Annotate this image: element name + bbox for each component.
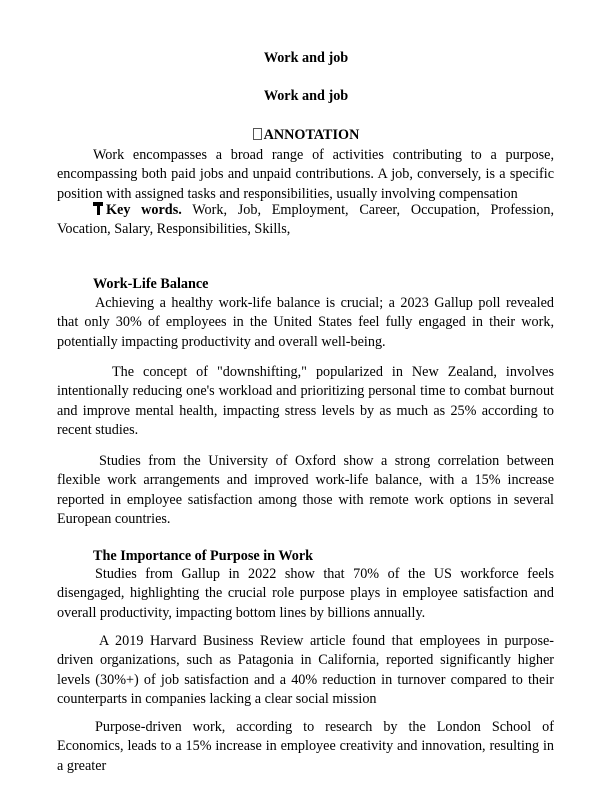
pushpin-icon xyxy=(93,201,103,215)
document-subtitle: Work and job xyxy=(263,88,349,104)
work-life-paragraph-2: The concept of "downshifting," popularized in New Zealand, involves intentionally reducing one's workload and prioritizing personal time to combat burnout and improve mental health, impacting stress levels by as much as 25% according to recent studies. xyxy=(57,364,554,439)
purpose-paragraph-2: A 2019 Harvard Business Review article found that employees in purpose-driven organizations, such as Patagonia in California, reported significantly higher levels (30%+) of job satisfaction and a 40% reduction in turnover compared to their counterparts in companies lacking a clear social mission xyxy=(57,633,554,708)
annotation-text: Work encompasses a broad range of activities contributing to a purpose, encompassing both paid jobs and unpaid contributions. A job, conversely, is a specific position with assigned tasks and responsibilities, usually involving compensation xyxy=(57,147,554,202)
keywords-label: Key words. xyxy=(106,202,182,218)
annotation-heading: ANNOTATION xyxy=(263,127,360,143)
keywords-text: Work, Job, Employment, Career, Occupation, Profession, Vocation, Salary, Responsibilities, Skills, xyxy=(57,202,554,238)
work-life-paragraph-3: Studies from the University of Oxford show a strong correlation between flexible work arrangements and improved work-life balance, with a 15% increase reported in employee satisfaction among those with remote work options in several European countries. xyxy=(57,453,554,528)
document-title: Work and job xyxy=(263,50,349,66)
section-heading-work-life-balance: Work-Life Balance xyxy=(93,276,209,292)
purpose-paragraph-3: Purpose-driven work, according to research by the London School of Economics, leads to a 15% increase in employee creativity and innovation, resulting in a greater xyxy=(57,719,554,774)
section-heading-purpose: The Importance of Purpose in Work xyxy=(93,548,314,564)
keywords-paragraph xyxy=(57,201,554,240)
work-life-paragraph-1: Achieving a healthy work-life balance is crucial; a 2023 Gallup poll revealed that only 30% of employees in the United States feel fully engaged in their work, potentially impacting productivity and overall well-being. xyxy=(57,295,554,350)
annotation-heading-row xyxy=(0,127,612,144)
purpose-paragraph-1: Studies from Gallup in 2022 show that 70% of the US workforce feels disengaged, highlighting the crucial role purpose plays in employee satisfaction and overall productivity, impacting bottom lines by billions annually. xyxy=(57,566,554,621)
missing-glyph-icon xyxy=(253,128,262,140)
